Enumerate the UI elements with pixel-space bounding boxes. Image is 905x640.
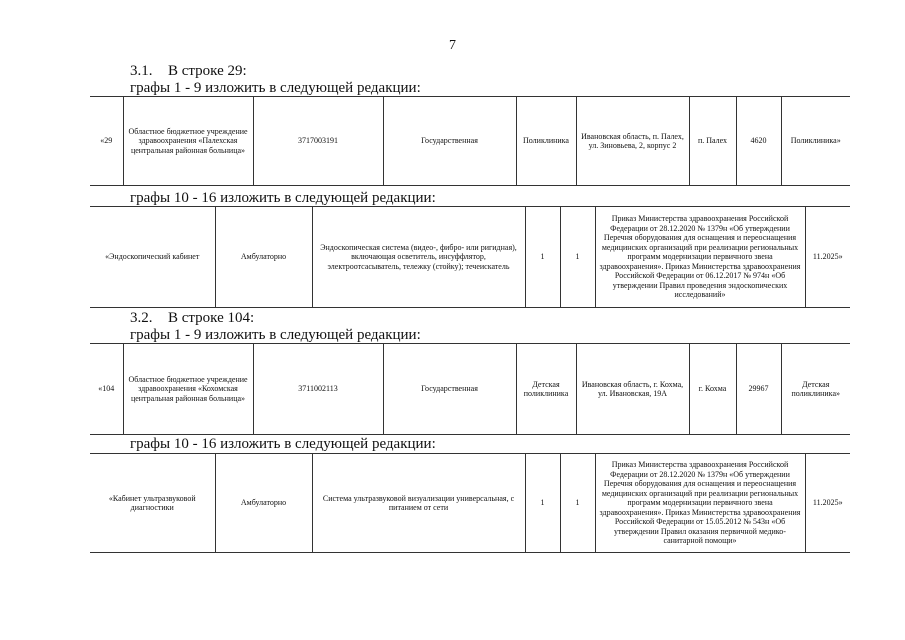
cell-col-15: Приказ Министерства здравоохранения Российской Федерации от 28.12.2020 № 1379н «Об утверждении Перечня оборудования для оснащения и переоснащения медицинских организаций при реализации региональных программ модернизации первичного звена здравоохранения». Приказ Министерства здравоохранения Российской Федерации от 06.12.2017 № 974н «Об утверждении Правил проведения эндоскопических исследований» [595, 207, 805, 308]
table-3-1-cols-1-9 [90, 96, 850, 186]
page-number: 7 [449, 38, 456, 53]
cell-col-2: Областное бюджетное учреждение здравоохранения «Палехская центральная районная больница» [123, 97, 253, 186]
cell-col-15: Приказ Министерства здравоохранения Российской Федерации от 28.12.2020 № 1379н «Об утверждении Перечня оборудования для оснащения и переоснащения медицинских организаций при реализации региональных программ модернизации первичного звена здравоохранения». Приказ Министерства здравоохранения Российской Федерации от 15.05.2012 № 543н «Об утверждении Правил оказания первичной медико-санитарной помощи» [595, 454, 805, 553]
table-3-2-cols-1-9 [90, 343, 850, 435]
cell-col-4: Государственная [383, 97, 516, 186]
section-3-2-title: В строке 104: [168, 310, 255, 326]
cell-col-13: 1 [525, 207, 560, 308]
cell-col-9: Поликлиника» [781, 97, 850, 186]
cell-col-1: «29 [90, 97, 123, 186]
cell-col-10: «Кабинет ультразвуковой диагностики [90, 454, 215, 553]
section-3-1-sub2: графы 10 - 16 изложить в следующей редакции: [130, 190, 436, 206]
cell-col-5: Детская поликлиника [516, 344, 576, 435]
cell-col-4: Государственная [383, 344, 516, 435]
cell-col-3: 3717003191 [253, 97, 383, 186]
section-3-2-sub1: графы 1 - 9 изложить в следующей редакции: [130, 327, 421, 343]
cell-col-7: п. Палех [689, 97, 736, 186]
table-3-1-cols-10-16 [90, 206, 850, 308]
section-3-2-sub2: графы 10 - 16 изложить в следующей редакции: [130, 436, 436, 452]
cell-col-11: Амбулаторно [215, 454, 312, 553]
section-3-2-heading [130, 310, 254, 326]
cell-col-3: 3711002113 [253, 344, 383, 435]
table-row [90, 207, 850, 308]
cell-col-8: 4620 [736, 97, 781, 186]
table-3-2-cols-10-16 [90, 453, 850, 553]
cell-col-10: «Эндоскопический кабинет [90, 207, 215, 308]
table-row [90, 344, 850, 435]
section-3-2-number: 3.2. [130, 310, 153, 326]
section-3-1-heading [130, 63, 247, 79]
cell-col-9: Детская поликлиника» [781, 344, 850, 435]
cell-col-12: Эндоскопическая система (видео-, фибро- или ригидная), включающая осветитель, инсуффлятор, электроотсасыватель, тележку (стойку); течеискатель [312, 207, 525, 308]
cell-col-2: Областное бюджетное учреждение здравоохранения «Кохомская центральная районная больница» [123, 344, 253, 435]
section-3-1-number: 3.1. [130, 63, 153, 79]
cell-col-8: 29967 [736, 344, 781, 435]
cell-col-6: Ивановская область, п. Палех, ул. Зиновьева, 2, корпус 2 [576, 97, 689, 186]
cell-col-14: 1 [560, 454, 595, 553]
cell-col-12: Система ультразвуковой визуализации универсальная, с питанием от сети [312, 454, 525, 553]
cell-col-11: Амбулаторно [215, 207, 312, 308]
section-3-1-title: В строке 29: [168, 63, 247, 79]
cell-col-16: 11.2025» [805, 454, 850, 553]
cell-col-1: «104 [90, 344, 123, 435]
cell-col-7: г. Кохма [689, 344, 736, 435]
cell-col-16: 11.2025» [805, 207, 850, 308]
cell-col-6: Ивановская область, г. Кохма, ул. Ивановская, 19А [576, 344, 689, 435]
cell-col-14: 1 [560, 207, 595, 308]
table-row [90, 97, 850, 186]
table-row [90, 454, 850, 553]
cell-col-5: Поликлиника [516, 97, 576, 186]
section-3-1-sub1: графы 1 - 9 изложить в следующей редакции: [130, 80, 421, 96]
cell-col-13: 1 [525, 454, 560, 553]
